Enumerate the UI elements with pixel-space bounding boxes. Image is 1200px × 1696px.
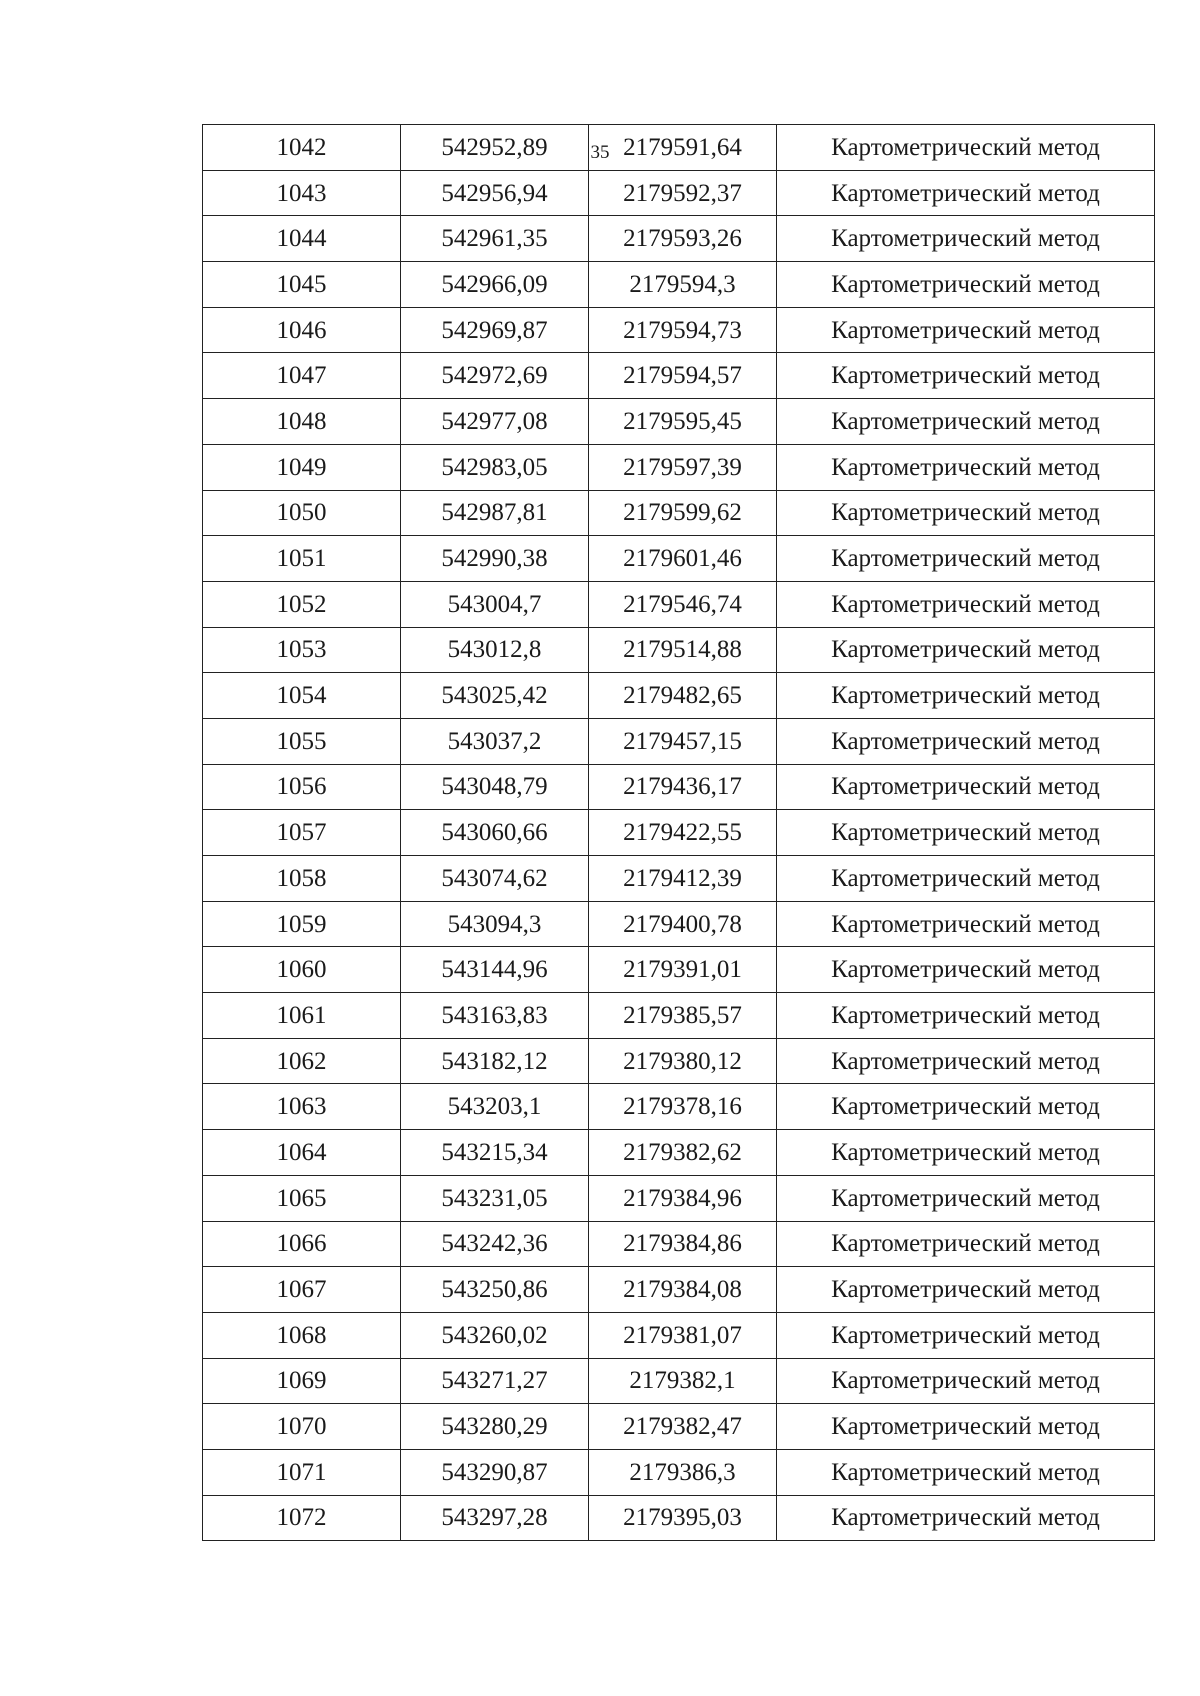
- point-number-cell: 1051: [203, 536, 401, 582]
- method-cell: Картометрический метод: [777, 399, 1155, 445]
- table-row: [203, 399, 1155, 445]
- table-row: [203, 490, 1155, 536]
- x-coordinate-cell: 543163,83: [401, 993, 589, 1039]
- method-cell: Картометрический метод: [777, 1312, 1155, 1358]
- method-cell: Картометрический метод: [777, 718, 1155, 764]
- x-coordinate-cell: 543250,86: [401, 1267, 589, 1313]
- x-coordinate-cell: 543182,12: [401, 1038, 589, 1084]
- y-coordinate-cell: 2179601,46: [589, 536, 777, 582]
- method-cell: Картометрический метод: [777, 536, 1155, 582]
- x-coordinate-cell: 543290,87: [401, 1449, 589, 1495]
- x-coordinate-cell: 543074,62: [401, 856, 589, 902]
- x-coordinate-cell: 542977,08: [401, 399, 589, 445]
- point-number-cell: 1052: [203, 581, 401, 627]
- table-row: [203, 1404, 1155, 1450]
- point-number-cell: 1055: [203, 718, 401, 764]
- y-coordinate-cell: 2179412,39: [589, 856, 777, 902]
- table-row: [203, 1175, 1155, 1221]
- point-number-cell: 1065: [203, 1175, 401, 1221]
- point-number-cell: 1048: [203, 399, 401, 445]
- method-cell: Картометрический метод: [777, 1221, 1155, 1267]
- y-coordinate-cell: 2179482,65: [589, 673, 777, 719]
- x-coordinate-cell: 543060,66: [401, 810, 589, 856]
- x-coordinate-cell: 542961,35: [401, 216, 589, 262]
- table-row: [203, 1084, 1155, 1130]
- x-coordinate-cell: 543025,42: [401, 673, 589, 719]
- x-coordinate-cell: 543004,7: [401, 581, 589, 627]
- y-coordinate-cell: 2179599,62: [589, 490, 777, 536]
- page-number: 35: [590, 142, 610, 163]
- point-number-cell: 1046: [203, 307, 401, 353]
- table-row: [203, 856, 1155, 902]
- table-row: [203, 536, 1155, 582]
- point-number-cell: 1056: [203, 764, 401, 810]
- y-coordinate-cell: 2179597,39: [589, 444, 777, 490]
- table-row: [203, 1449, 1155, 1495]
- method-cell: Картометрический метод: [777, 1449, 1155, 1495]
- point-number-cell: 1059: [203, 901, 401, 947]
- y-coordinate-cell: 2179380,12: [589, 1038, 777, 1084]
- point-number-cell: 1057: [203, 810, 401, 856]
- coordinates-table: [202, 124, 1155, 1541]
- point-number-cell: 1047: [203, 353, 401, 399]
- x-coordinate-cell: 543012,8: [401, 627, 589, 673]
- point-number-cell: 1042: [203, 125, 401, 171]
- method-cell: Картометрический метод: [777, 1267, 1155, 1313]
- method-cell: Картометрический метод: [777, 1038, 1155, 1084]
- point-number-cell: 1072: [203, 1495, 401, 1541]
- x-coordinate-cell: 542956,94: [401, 170, 589, 216]
- x-coordinate-cell: 542952,89: [401, 125, 589, 171]
- method-cell: Картометрический метод: [777, 216, 1155, 262]
- x-coordinate-cell: 542990,38: [401, 536, 589, 582]
- table-row: [203, 125, 1155, 171]
- point-number-cell: 1045: [203, 262, 401, 308]
- method-cell: Картометрический метод: [777, 262, 1155, 308]
- y-coordinate-cell: 2179384,86: [589, 1221, 777, 1267]
- method-cell: Картометрический метод: [777, 307, 1155, 353]
- y-coordinate-cell: 2179382,1: [589, 1358, 777, 1404]
- y-coordinate-cell: 2179594,57: [589, 353, 777, 399]
- table-row: [203, 307, 1155, 353]
- y-coordinate-cell: 2179594,3: [589, 262, 777, 308]
- table-row: [203, 170, 1155, 216]
- point-number-cell: 1064: [203, 1130, 401, 1176]
- point-number-cell: 1071: [203, 1449, 401, 1495]
- table-row: [203, 1038, 1155, 1084]
- x-coordinate-cell: 543037,2: [401, 718, 589, 764]
- y-coordinate-cell: 2179422,55: [589, 810, 777, 856]
- table-row: [203, 1358, 1155, 1404]
- method-cell: Картометрический метод: [777, 627, 1155, 673]
- point-number-cell: 1058: [203, 856, 401, 902]
- x-coordinate-cell: 542972,69: [401, 353, 589, 399]
- method-cell: Картометрический метод: [777, 1495, 1155, 1541]
- y-coordinate-cell: 2179382,62: [589, 1130, 777, 1176]
- point-number-cell: 1069: [203, 1358, 401, 1404]
- point-number-cell: 1053: [203, 627, 401, 673]
- y-coordinate-cell: 2179384,08: [589, 1267, 777, 1313]
- table-row: [203, 901, 1155, 947]
- method-cell: Картометрический метод: [777, 444, 1155, 490]
- method-cell: Картометрический метод: [777, 947, 1155, 993]
- y-coordinate-cell: 2179595,45: [589, 399, 777, 445]
- method-cell: Картометрический метод: [777, 1175, 1155, 1221]
- y-coordinate-cell: 2179592,37: [589, 170, 777, 216]
- method-cell: Картометрический метод: [777, 581, 1155, 627]
- x-coordinate-cell: 543297,28: [401, 1495, 589, 1541]
- x-coordinate-cell: 543144,96: [401, 947, 589, 993]
- x-coordinate-cell: 542987,81: [401, 490, 589, 536]
- method-cell: Картометрический метод: [777, 1130, 1155, 1176]
- point-number-cell: 1067: [203, 1267, 401, 1313]
- method-cell: Картометрический метод: [777, 993, 1155, 1039]
- y-coordinate-cell: 2179381,07: [589, 1312, 777, 1358]
- table-row: [203, 993, 1155, 1039]
- method-cell: Картометрический метод: [777, 1084, 1155, 1130]
- method-cell: Картометрический метод: [777, 856, 1155, 902]
- table-row: [203, 1267, 1155, 1313]
- method-cell: Картометрический метод: [777, 810, 1155, 856]
- y-coordinate-cell: 2179400,78: [589, 901, 777, 947]
- y-coordinate-cell: 2179385,57: [589, 993, 777, 1039]
- table-row: [203, 627, 1155, 673]
- y-coordinate-cell: 2179395,03: [589, 1495, 777, 1541]
- coordinates-table-body: [203, 125, 1155, 1541]
- table-row: [203, 444, 1155, 490]
- y-coordinate-cell: 2179593,26: [589, 216, 777, 262]
- table-row: [203, 262, 1155, 308]
- table-row: [203, 1312, 1155, 1358]
- x-coordinate-cell: 543048,79: [401, 764, 589, 810]
- point-number-cell: 1044: [203, 216, 401, 262]
- y-coordinate-cell: 2179384,96: [589, 1175, 777, 1221]
- x-coordinate-cell: 542966,09: [401, 262, 589, 308]
- point-number-cell: 1068: [203, 1312, 401, 1358]
- x-coordinate-cell: 542983,05: [401, 444, 589, 490]
- x-coordinate-cell: 543203,1: [401, 1084, 589, 1130]
- point-number-cell: 1070: [203, 1404, 401, 1450]
- table-row: [203, 764, 1155, 810]
- x-coordinate-cell: 543094,3: [401, 901, 589, 947]
- y-coordinate-cell: 2179457,15: [589, 718, 777, 764]
- table-row: [203, 810, 1155, 856]
- method-cell: Картометрический метод: [777, 764, 1155, 810]
- point-number-cell: 1061: [203, 993, 401, 1039]
- point-number-cell: 1043: [203, 170, 401, 216]
- x-coordinate-cell: 543242,36: [401, 1221, 589, 1267]
- method-cell: Картометрический метод: [777, 490, 1155, 536]
- point-number-cell: 1062: [203, 1038, 401, 1084]
- method-cell: Картометрический метод: [777, 673, 1155, 719]
- point-number-cell: 1063: [203, 1084, 401, 1130]
- method-cell: Картометрический метод: [777, 170, 1155, 216]
- method-cell: Картометрический метод: [777, 1404, 1155, 1450]
- table-row: [203, 947, 1155, 993]
- x-coordinate-cell: 543231,05: [401, 1175, 589, 1221]
- point-number-cell: 1049: [203, 444, 401, 490]
- point-number-cell: 1066: [203, 1221, 401, 1267]
- table-row: [203, 718, 1155, 764]
- x-coordinate-cell: 543260,02: [401, 1312, 589, 1358]
- y-coordinate-cell: 2179382,47: [589, 1404, 777, 1450]
- point-number-cell: 1060: [203, 947, 401, 993]
- x-coordinate-cell: 542969,87: [401, 307, 589, 353]
- table-row: [203, 353, 1155, 399]
- y-coordinate-cell: 2179378,16: [589, 1084, 777, 1130]
- method-cell: Картометрический метод: [777, 125, 1155, 171]
- y-coordinate-cell: 2179391,01: [589, 947, 777, 993]
- table-row: [203, 673, 1155, 719]
- table-row: [203, 581, 1155, 627]
- y-coordinate-cell: 2179594,73: [589, 307, 777, 353]
- y-coordinate-cell: 2179546,74: [589, 581, 777, 627]
- x-coordinate-cell: 543271,27: [401, 1358, 589, 1404]
- point-number-cell: 1054: [203, 673, 401, 719]
- x-coordinate-cell: 543280,29: [401, 1404, 589, 1450]
- x-coordinate-cell: 543215,34: [401, 1130, 589, 1176]
- y-coordinate-cell: 2179436,17: [589, 764, 777, 810]
- table-row: [203, 1221, 1155, 1267]
- method-cell: Картометрический метод: [777, 353, 1155, 399]
- y-coordinate-cell: 2179591,64: [589, 125, 777, 171]
- table-row: [203, 1495, 1155, 1541]
- table-row: [203, 216, 1155, 262]
- method-cell: Картометрический метод: [777, 1358, 1155, 1404]
- y-coordinate-cell: 2179386,3: [589, 1449, 777, 1495]
- y-coordinate-cell: 2179514,88: [589, 627, 777, 673]
- table-row: [203, 1130, 1155, 1176]
- method-cell: Картометрический метод: [777, 901, 1155, 947]
- point-number-cell: 1050: [203, 490, 401, 536]
